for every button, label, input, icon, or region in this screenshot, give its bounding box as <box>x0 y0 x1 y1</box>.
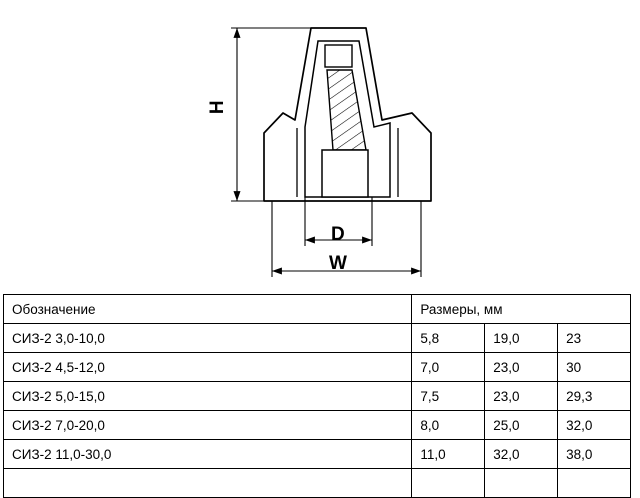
cell-d: 8,0 <box>412 411 485 440</box>
table-row <box>4 411 631 440</box>
cell-designation: СИЗ-2 5,0-15,0 <box>4 382 412 411</box>
dimension-label-w: W <box>329 253 348 274</box>
cell-d: 5,8 <box>412 324 485 353</box>
cell-empty <box>558 469 631 498</box>
cell-w: 23,0 <box>485 353 558 382</box>
cell-w: 25,0 <box>485 411 558 440</box>
top-cavity <box>325 45 352 67</box>
dimension-label-h: H <box>207 99 229 115</box>
cell-h: 32,0 <box>558 411 631 440</box>
cell-designation: СИЗ-2 7,0-20,0 <box>4 411 412 440</box>
cell-d: 11,0 <box>412 440 485 469</box>
specification-table <box>3 294 631 498</box>
cell-h: 30 <box>558 353 631 382</box>
cell-w: 19,0 <box>485 324 558 353</box>
spring-hatching <box>327 70 366 150</box>
table-row <box>4 440 631 469</box>
table-row-cutoff <box>4 469 631 498</box>
cell-designation: СИЗ-2 11,0-30,0 <box>4 440 412 469</box>
cell-h: 38,0 <box>558 440 631 469</box>
table-row <box>4 382 631 411</box>
cavity-box <box>322 150 368 197</box>
cell-h: 23 <box>558 324 631 353</box>
table-row <box>4 324 631 353</box>
cell-designation: СИЗ-2 3,0-10,0 <box>4 324 412 353</box>
cell-d: 7,0 <box>412 353 485 382</box>
cell-d: 7,5 <box>412 382 485 411</box>
table-row <box>4 353 631 382</box>
table-header-row <box>4 295 631 324</box>
cell-empty <box>412 469 485 498</box>
dimension-label-d: D <box>331 224 346 245</box>
header-dimensions: Размеры, мм <box>412 295 631 324</box>
cell-h: 29,3 <box>558 382 631 411</box>
cell-empty <box>485 469 558 498</box>
cell-designation: СИЗ-2 4,5-12,0 <box>4 353 412 382</box>
cell-empty <box>4 469 412 498</box>
cell-w: 23,0 <box>485 382 558 411</box>
cell-w: 32,0 <box>485 440 558 469</box>
header-designation: Обозначение <box>4 295 412 324</box>
